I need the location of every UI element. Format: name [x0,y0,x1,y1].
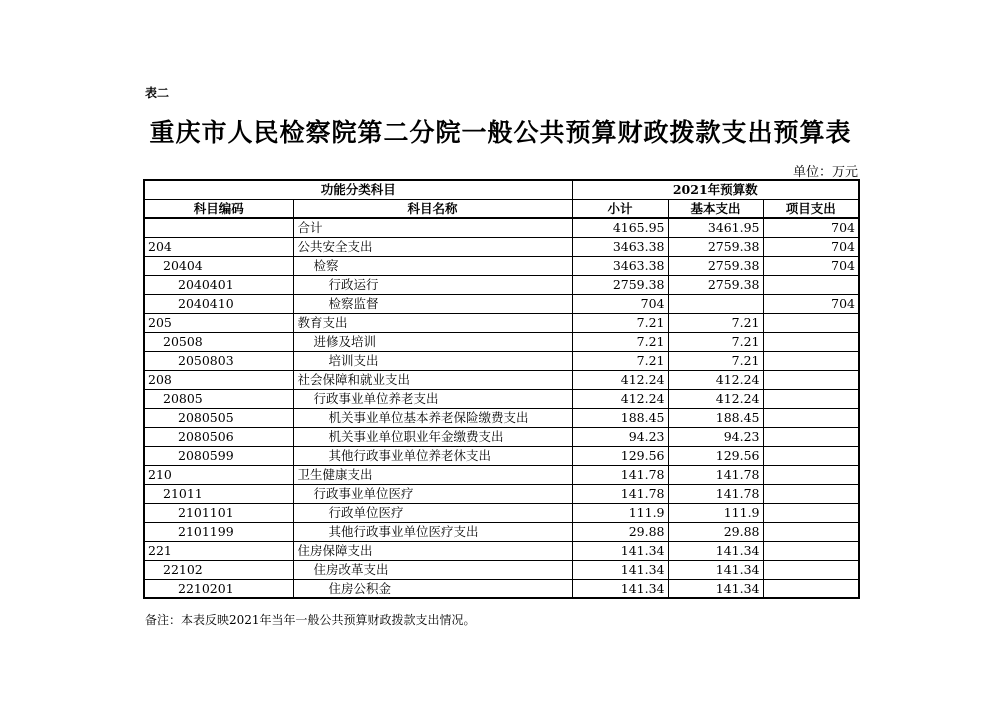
table-row [144,427,859,446]
table-row [144,275,859,294]
subject-name-cell: 住房保障支出 [293,541,572,560]
project-expense-cell [763,465,859,484]
unit-note: 单位：万元 [792,165,858,180]
subject-code-cell: 2040401 [144,275,293,294]
subject-name-cell: 机关事业单位基本养老保险缴费支出 [293,408,572,427]
column-header-basic: 基本支出 [668,199,763,218]
project-expense-cell [763,503,859,522]
table-row [144,237,859,256]
subject-name-cell: 公共安全支出 [293,237,572,256]
table-row [144,370,859,389]
table-row [144,541,859,560]
subtotal-cell: 7.21 [572,313,668,332]
project-expense-cell: 704 [763,218,859,237]
header-budget-year: 2021年预算数 [572,180,859,199]
basic-expense-cell [668,294,763,313]
project-expense-cell [763,313,859,332]
table-row [144,313,859,332]
subject-name-cell: 行政单位医疗 [293,503,572,522]
basic-expense-cell: 3461.95 [668,218,763,237]
project-expense-cell: 704 [763,237,859,256]
basic-expense-cell: 188.45 [668,408,763,427]
subject-name-cell: 住房改革支出 [293,560,572,579]
project-expense-cell [763,579,859,598]
basic-expense-cell: 2759.38 [668,237,763,256]
basic-expense-cell: 111.9 [668,503,763,522]
basic-expense-cell: 141.34 [668,541,763,560]
project-expense-cell [763,522,859,541]
subject-code-cell: 20404 [144,256,293,275]
subject-name-cell: 住房公积金 [293,579,572,598]
subtotal-cell: 188.45 [572,408,668,427]
subject-name-cell: 其他行政事业单位养老休支出 [293,446,572,465]
subtotal-cell: 111.9 [572,503,668,522]
subject-name-cell: 行政运行 [293,275,572,294]
table-row [144,579,859,598]
subtotal-cell: 412.24 [572,389,668,408]
table-row [144,332,859,351]
table-row [144,503,859,522]
project-expense-cell [763,370,859,389]
basic-expense-cell: 129.56 [668,446,763,465]
project-expense-cell [763,541,859,560]
basic-expense-cell: 94.23 [668,427,763,446]
project-expense-cell [763,560,859,579]
basic-expense-cell: 141.78 [668,484,763,503]
table-row [144,256,859,275]
subject-name-cell: 合计 [293,218,572,237]
basic-expense-cell: 141.34 [668,579,763,598]
column-header-project: 项目支出 [763,199,859,218]
subject-code-cell: 22102 [144,560,293,579]
column-header-code: 科目编码 [144,199,293,218]
column-header-subtotal: 小计 [572,199,668,218]
project-expense-cell: 704 [763,256,859,275]
table-row [144,294,859,313]
subtotal-cell: 2759.38 [572,275,668,294]
subject-code-cell: 2080599 [144,446,293,465]
table-row [144,446,859,465]
basic-expense-cell: 2759.38 [668,275,763,294]
budget-table-header [144,180,859,218]
table-row [144,389,859,408]
subtotal-cell: 141.34 [572,579,668,598]
project-expense-cell [763,446,859,465]
table-row [144,351,859,370]
basic-expense-cell: 412.24 [668,370,763,389]
subject-name-cell: 教育支出 [293,313,572,332]
project-expense-cell [763,351,859,370]
column-header-name: 科目名称 [293,199,572,218]
project-expense-cell: 704 [763,294,859,313]
header-group-row [144,180,859,199]
project-expense-cell [763,275,859,294]
basic-expense-cell: 29.88 [668,522,763,541]
table-row [144,560,859,579]
budget-table [143,179,860,599]
subject-name-cell: 行政事业单位养老支出 [293,389,572,408]
basic-expense-cell: 7.21 [668,332,763,351]
project-expense-cell [763,408,859,427]
subject-code-cell: 2040410 [144,294,293,313]
project-expense-cell [763,427,859,446]
subject-code-cell: 221 [144,541,293,560]
subject-name-cell: 其他行政事业单位医疗支出 [293,522,572,541]
subtotal-cell: 94.23 [572,427,668,446]
project-expense-cell [763,484,859,503]
footer-note: 备注：本表反映2021年当年一般公共预算财政拨款支出情况。 [145,613,476,627]
basic-expense-cell: 7.21 [668,313,763,332]
subject-code-cell: 204 [144,237,293,256]
subject-code-cell [144,218,293,237]
subject-code-cell: 20508 [144,332,293,351]
project-expense-cell [763,332,859,351]
subtotal-cell: 4165.95 [572,218,668,237]
subtotal-cell: 704 [572,294,668,313]
subject-code-cell: 210 [144,465,293,484]
basic-expense-cell: 412.24 [668,389,763,408]
subject-code-cell: 208 [144,370,293,389]
subject-code-cell: 2080506 [144,427,293,446]
table-row [144,465,859,484]
subject-name-cell: 进修及培训 [293,332,572,351]
subtotal-cell: 129.56 [572,446,668,465]
subject-name-cell: 检察 [293,256,572,275]
subject-code-cell: 2050803 [144,351,293,370]
subject-name-cell: 卫生健康支出 [293,465,572,484]
subtotal-cell: 141.78 [572,484,668,503]
header-columns-row [144,199,859,218]
table-row [144,408,859,427]
subject-code-cell: 21011 [144,484,293,503]
subject-name-cell: 社会保障和就业支出 [293,370,572,389]
subtotal-cell: 141.34 [572,541,668,560]
subject-code-cell: 2210201 [144,579,293,598]
subtotal-cell: 7.21 [572,351,668,370]
subject-code-cell: 2101101 [144,503,293,522]
subject-name-cell: 行政事业单位医疗 [293,484,572,503]
basic-expense-cell: 141.78 [668,465,763,484]
subtotal-cell: 3463.38 [572,256,668,275]
subtotal-cell: 7.21 [572,332,668,351]
subject-code-cell: 20805 [144,389,293,408]
table-number-label: 表二 [145,86,170,100]
budget-table-body [144,218,859,598]
subject-name-cell: 培训支出 [293,351,572,370]
table-row [144,484,859,503]
subtotal-cell: 3463.38 [572,237,668,256]
table-row [144,522,859,541]
page-title: 重庆市人民检察院第二分院一般公共预算财政拨款支出预算表 [149,118,852,147]
subtotal-cell: 141.34 [572,560,668,579]
basic-expense-cell: 2759.38 [668,256,763,275]
subject-code-cell: 2101199 [144,522,293,541]
subject-code-cell: 2080505 [144,408,293,427]
basic-expense-cell: 7.21 [668,351,763,370]
subtotal-cell: 412.24 [572,370,668,389]
project-expense-cell [763,389,859,408]
table-row [144,218,859,237]
subtotal-cell: 141.78 [572,465,668,484]
header-function-class: 功能分类科目 [144,180,572,199]
subject-name-cell: 检察监督 [293,294,572,313]
basic-expense-cell: 141.34 [668,560,763,579]
subject-name-cell: 机关事业单位职业年金缴费支出 [293,427,572,446]
subtotal-cell: 29.88 [572,522,668,541]
subject-code-cell: 205 [144,313,293,332]
